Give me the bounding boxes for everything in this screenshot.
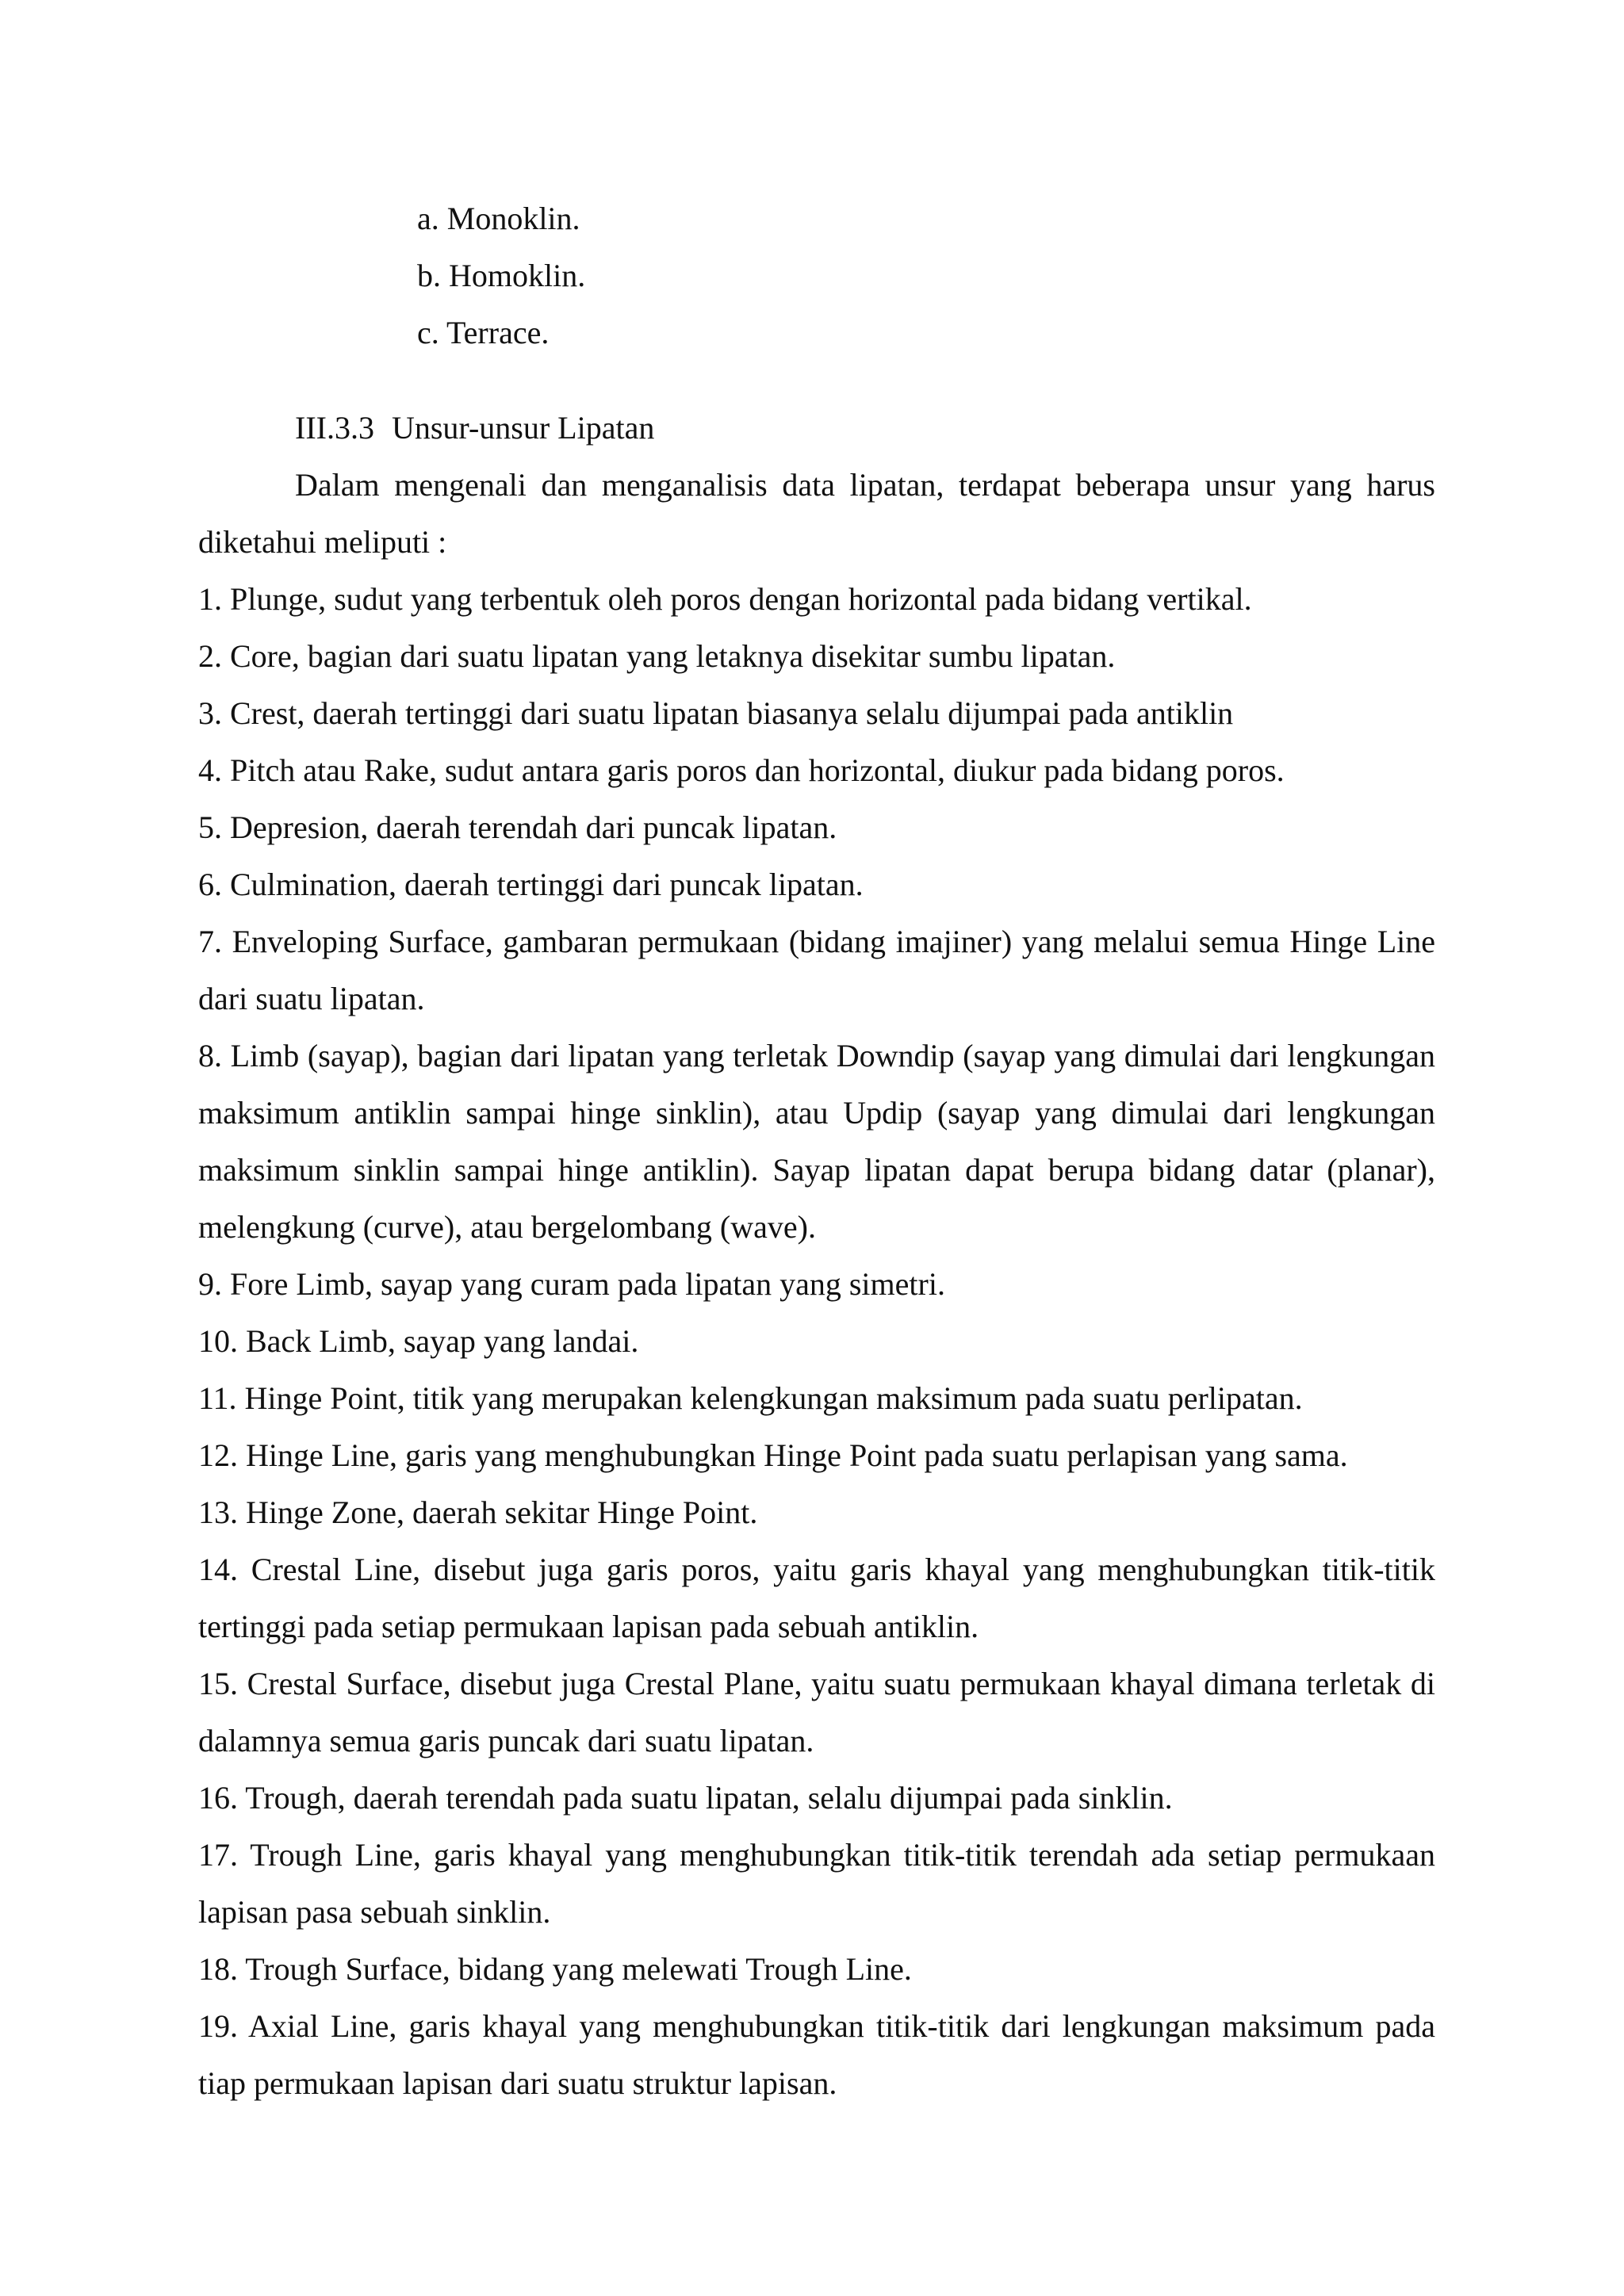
list-item: 14. Crestal Line, disebut juga garis poros, yaitu garis khayal yang menghubungkan titik-titik tertinggi pada setiap permukaan lapisan pada sebuah antiklin. [198,1552,1435,1644]
list-item: 10. Back Limb, sayap yang landai. [198,1323,639,1359]
section-number: III.3.3 [295,410,374,446]
list-item: 6. Culmination, daerah tertinggi dari puncak lipatan. [198,867,864,902]
list-item: 18. Trough Surface, bidang yang melewati Trough Line. [198,1951,912,1987]
list-item: 3. Crest, daerah tertinggi dari suatu lipatan biasanya selalu dijumpai pada antiklin [198,695,1234,731]
list-item: 16. Trough, daerah terendah pada suatu lipatan, selalu dijumpai pada sinklin. [198,1780,1173,1816]
list-item: 8. Limb (sayap), bagian dari lipatan yang terletak Downdip (sayap yang dimulai dari lengkungan maksimum antiklin sampai hinge sinklin), atau Updip (sayap yang dimulai dari lengkungan maksimum sinklin sampai hinge antiklin). Sayap lipatan dapat berupa bidang datar (planar), melengkung (curve), atau bergelombang (wave). [198,1038,1435,1245]
list-item: 4. Pitch atau Rake, sudut antara garis poros dan horizontal, diukur pada bidang poros. [198,752,1285,788]
section-title: Unsur-unsur Lipatan [391,410,655,446]
sublist-item: b. Homoklin. [417,258,586,293]
sublist-item: a. Monoklin. [417,201,580,236]
list-item: 9. Fore Limb, sayap yang curam pada lipatan yang simetri. [198,1266,945,1302]
section-heading [198,400,1435,457]
list-item: 19. Axial Line, garis khayal yang menghubungkan titik-titik dari lengkungan maksimum pada tiap permukaan lapisan dari suatu struktur lapisan. [198,2008,1435,2101]
list-item: 5. Depresion, daerah terendah dari puncak lipatan. [198,809,837,845]
fold-type-sublist [198,190,1435,362]
list-item: 12. Hinge Line, garis yang menghubungkan Hinge Point pada suatu perlapisan yang sama. [198,1437,1348,1473]
intro-paragraph: Dalam mengenali dan menganalisis data lipatan, terdapat beberapa unsur yang harus diketahui meliputi : [198,467,1435,560]
sublist-item: c. Terrace. [417,315,550,350]
fold-elements-list [198,571,1435,2112]
list-item: 15. Crestal Surface, disebut juga Crestal Plane, yaitu suatu permukaan khayal dimana terletak di dalamnya semua garis puncak dari suatu lipatan. [198,1666,1435,1758]
list-item: 7. Enveloping Surface, gambaran permukaan (bidang imajiner) yang melalui semua Hinge Line dari suatu lipatan. [198,924,1435,1016]
list-item: 2. Core, bagian dari suatu lipatan yang letaknya disekitar sumbu lipatan. [198,638,1116,674]
list-item: 1. Plunge, sudut yang terbentuk oleh poros dengan horizontal pada bidang vertikal. [198,581,1252,617]
page-content [198,190,1435,2112]
list-item: 11. Hinge Point, titik yang merupakan kelengkungan maksimum pada suatu perlipatan. [198,1380,1303,1416]
list-item: 17. Trough Line, garis khayal yang menghubungkan titik-titik terendah ada setiap permukaan lapisan pasa sebuah sinklin. [198,1837,1435,1930]
list-item: 13. Hinge Zone, daerah sekitar Hinge Point. [198,1494,758,1530]
